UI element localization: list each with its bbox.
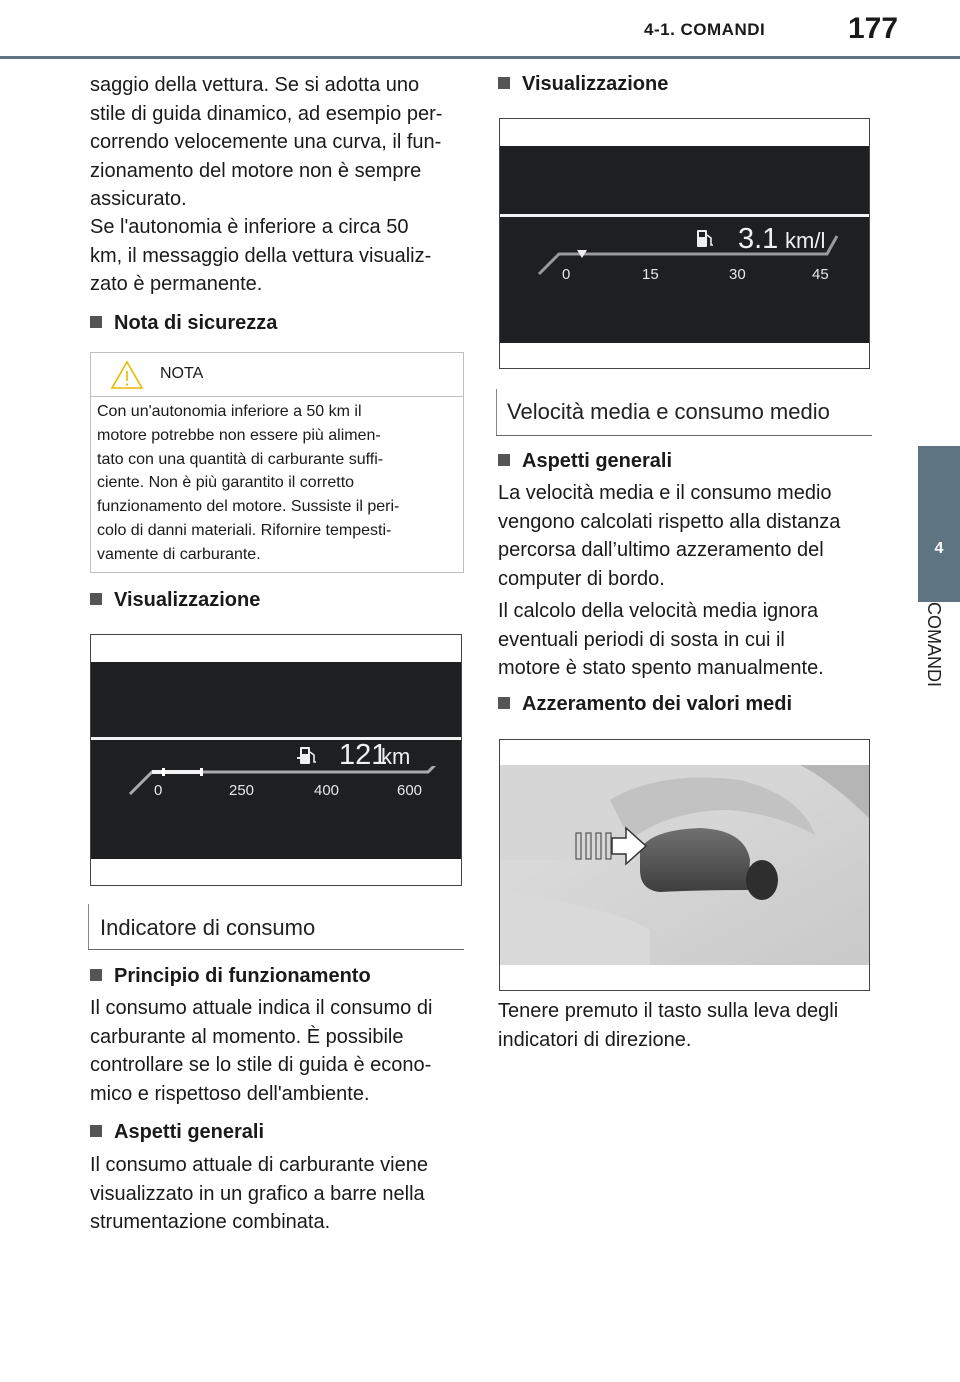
heading-text: Aspetti generali	[522, 450, 673, 472]
bullet-square	[90, 1125, 102, 1137]
paragraph-average-calc	[498, 479, 840, 593]
heading-text: Nota di sicurezza	[114, 312, 278, 334]
bullet-square	[90, 593, 102, 605]
text-line: carburante al momento. È possibile	[90, 1025, 404, 1048]
text-line: vengono calcolati rispetto alla distanza	[498, 510, 841, 533]
section-bottom-rule	[88, 949, 464, 950]
text-line: strumentazione combinata.	[90, 1211, 331, 1233]
section-side-rule	[88, 904, 89, 950]
text-line: assicurato.	[90, 188, 187, 210]
heading-reset	[498, 693, 792, 716]
paragraph-general-left	[90, 1151, 428, 1237]
tick-label: 0	[562, 266, 571, 283]
text-line: visualizzato in un grafico a barre nella	[90, 1182, 425, 1205]
heading-safety-note	[90, 312, 277, 335]
text-line: percorsa dall’ultimo azzeramento del	[498, 539, 824, 561]
text-line: zionamento del motore non è sempre	[90, 159, 422, 182]
text-line: Il consumo attuale di carburante viene	[90, 1154, 428, 1176]
tick-label: 30	[729, 266, 746, 283]
bullet-square	[498, 454, 510, 466]
text-line: stile di guida dinamico, ad esempio per-	[90, 102, 443, 125]
text-line: tato con una quantità di carburante suffi-	[97, 450, 384, 468]
paragraph-dynamic-driving	[90, 71, 442, 214]
heading-display-left	[90, 589, 260, 612]
heading-text: Visualizzazione	[522, 73, 669, 95]
chapter-label	[920, 602, 960, 732]
heading-text: Azzeramento dei valori medi	[522, 693, 793, 715]
note-divider	[90, 396, 464, 397]
text-line: motore è stato spento manualmente.	[498, 657, 824, 679]
text-line: mico e rispettoso dell'ambiente.	[90, 1082, 370, 1105]
cluster-separator	[500, 214, 869, 217]
section-title: 4-1. COMANDI	[644, 20, 766, 39]
page-number: 177	[848, 12, 899, 45]
text-line: controllare se lo stile di guida è econo-	[90, 1054, 432, 1076]
heading-general-right	[498, 450, 672, 473]
heading-principle	[90, 965, 371, 988]
text-line: saggio della vettura. Se si adotta uno	[90, 74, 420, 96]
section-heading-average: Velocità media e consumo medio	[507, 399, 830, 424]
note-text	[97, 400, 457, 567]
tick-label: 15	[642, 266, 659, 283]
consumption-unit: km/l	[785, 228, 826, 253]
tick-label: 250	[229, 782, 255, 799]
heading-text: Principio di funzionamento	[114, 965, 371, 987]
heading-text: Aspetti generali	[114, 1121, 265, 1143]
section-heading-consumption: Indicatore di consumo	[100, 915, 316, 940]
chapter-tab	[918, 446, 960, 602]
text-line: colo di danni materiali. Rifornire tempesti-	[97, 521, 392, 539]
tick-label: 0	[154, 782, 163, 799]
text-line: eventuali periodi di sosta in cui il	[498, 628, 785, 651]
consumption-bar-graph	[537, 232, 839, 278]
heading-general-left	[90, 1121, 264, 1144]
text-line: Tenere premuto il tasto sulla leva degli	[498, 1000, 839, 1022]
text-line: Il calcolo della velocità media ignora	[498, 600, 819, 622]
range-bar-graph	[128, 766, 440, 796]
paragraph-average-stops	[498, 597, 824, 683]
fuel-pump-icon	[297, 744, 319, 768]
range-value: 121	[339, 739, 388, 771]
text-line: km, il messaggio della vettura visualiz-	[90, 244, 432, 267]
range-unit: km	[381, 744, 411, 769]
heading-text: Visualizzazione	[114, 589, 261, 611]
section-bottom-rule	[496, 435, 872, 436]
heading-display-right	[498, 73, 668, 96]
text-line: Con un'autonomia inferiore a 50 km il	[97, 403, 362, 420]
paragraph-reset-instruction	[498, 997, 838, 1054]
text-line: Se l'autonomia è inferiore a circa 50	[90, 216, 409, 238]
consumption-value: 3.1	[738, 223, 779, 255]
paragraph-range-message	[90, 213, 431, 299]
text-line: indicatori di direzione.	[498, 1028, 692, 1051]
bullet-square	[90, 316, 102, 328]
text-line: vamente di carburante.	[97, 545, 261, 563]
tick-label: 400	[314, 782, 340, 799]
tick-label: 45	[812, 266, 829, 283]
bullet-square	[498, 697, 510, 709]
text-line: funzionamento del motore. Sussiste il peri-	[97, 498, 400, 516]
text-line: correndo velocemente una curva, il fun-	[90, 131, 442, 153]
text-line: La velocità media e il consumo medio	[498, 482, 832, 504]
warning-triangle-icon	[110, 360, 144, 390]
text-line: computer di bordo.	[498, 567, 665, 590]
bullet-square	[90, 969, 102, 981]
header-rule	[0, 56, 960, 59]
bullet-square	[498, 77, 510, 89]
tick-label: 600	[397, 782, 423, 799]
turn-signal-lever-illustration	[500, 740, 870, 991]
cluster-separator	[91, 737, 461, 740]
paragraph-principle	[90, 994, 432, 1108]
text-line: zato è permanente.	[90, 273, 263, 295]
chapter-number: 4	[934, 540, 944, 557]
text-line: Il consumo attuale indica il consumo di	[90, 997, 433, 1019]
text-line: motore potrebbe non essere più alimen-	[97, 426, 381, 444]
section-side-rule	[496, 389, 497, 435]
stalk-illustration	[499, 739, 870, 991]
text-line: ciente. Non è più garantito il corretto	[97, 474, 355, 492]
chapter-label-text: COMANDI	[924, 602, 944, 687]
note-label: NOTA	[160, 365, 204, 382]
